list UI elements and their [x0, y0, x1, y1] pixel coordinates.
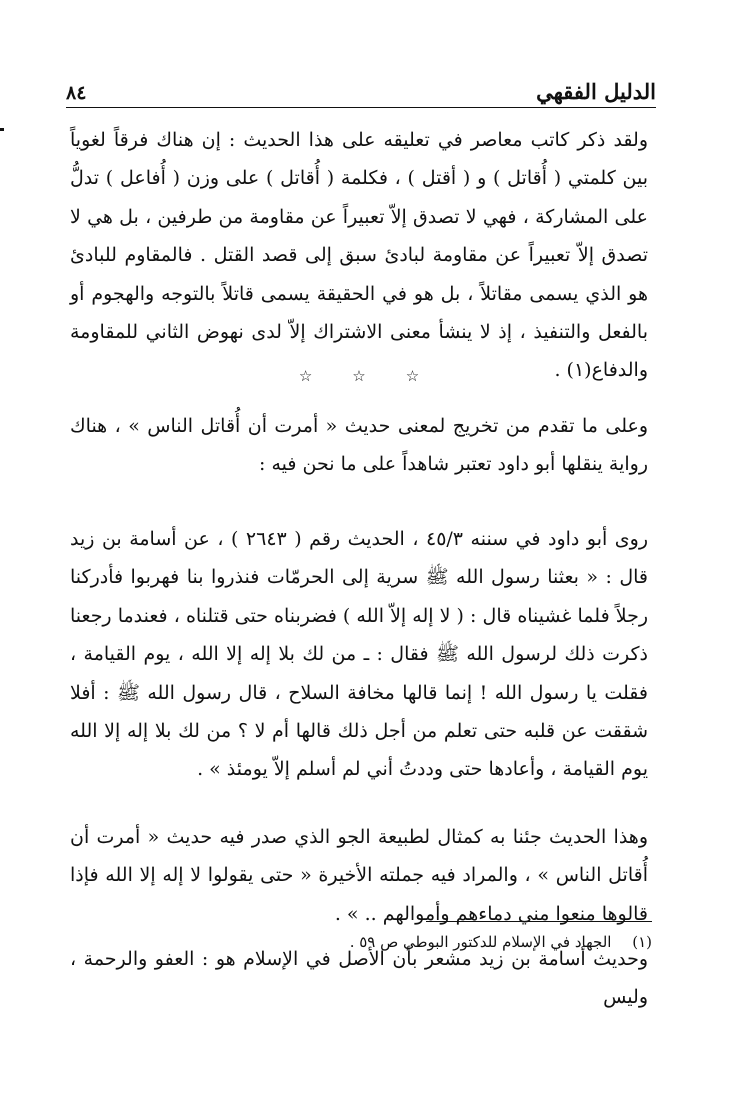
page-header: [66, 70, 656, 104]
footnote-rule: [426, 921, 652, 922]
star-icon: ☆: [352, 366, 366, 385]
footnote: [200, 930, 652, 954]
paragraph-conclusion: وحديث أسامة بن زيد مشعر بأن الأصل في الإسلام هو : العفو والرحمة ، وليس: [70, 948, 648, 1009]
page-number: ٨٤: [66, 82, 87, 104]
page-body: [70, 121, 649, 1009]
footnote-text: الجهاد في الإسلام للدكتور البوطي ص ٥٩ .: [349, 933, 612, 951]
paragraph-linguistic-note: ولقد ذكر كاتب معاصر في تعليقه على هذا الحديث : إن هناك فرقاً لغوياً بين كلمتي ( أُقاتل ) و ( أقتل ) ، فكلمة ( أُقاتل ) على وزن ( أُفاعل ) تدلُّ على المشاركة ، فهي لا تصدق إلاّ تعبيراً عن مقاومة من طرفين ، بل هي لا تصدق إلاّ تعبيراً عن مقاومة لبادئ سبق إلى قصد القتل . فالمقاوم للبادئ هو الذي يسمى مقاتلاً ، بل هو في الحقيقة يسمى قاتلاً بالتوجه والهجوم أو بالفعل والتنفيذ ، إذ لا ينشأ معنى الاشتراك إلاّ لدى نهوض الثاني للمقاومة والدفاع(١) .: [70, 129, 648, 382]
running-title: الدليل الفقهي: [536, 79, 656, 104]
paragraph-intro-narration: وعلى ما تقدم من تخريج لمعنى حديث « أمرت أن أُقاتل الناس » ، هناك رواية ينقلها أبو داود تعتبر شاهداً على ما نحن فيه :: [70, 415, 648, 476]
paragraph-context: وهذا الحديث جئنا به كمثال لطبيعة الجو الذي صدر فيه حديث « أمرت أن أُقاتل الناس » ، والمراد فيه جملته الأخيرة « حتى يقولوا لا إله إلا الله فإذا قالوها منعوا مني دماءهم وأموالهم .. » .: [70, 826, 648, 925]
header-rule: [66, 107, 656, 108]
star-icon: ☆: [298, 366, 313, 385]
scan-edge-mark: [0, 128, 4, 131]
star-icon: ☆: [405, 366, 420, 385]
footnote-marker: (١): [632, 933, 652, 951]
paragraph-hadith-narration: روى أبو داود في سننه ٤٥/٣ ، الحديث رقم ( ٢٦٤٣ ) ، عن أسامة بن زيد قال : « بعثنا رسول الله ﷺ سرية إلى الحرمّات فنذروا بنا فهربوا فأدركنا رجلاً فلما غشيناه قال : ( لا إله إلاّ الله ) فضربناه حتى قتلناه ، فعندما رجعنا ذكرت ذلك لرسول الله ﷺ فقال : ـ من لك بلا إله إلا الله ، يوم القيامة ، فقلت يا رسول الله ! إنما قالها مخافة السلاح ، قال رسول الله ﷺ : أفلا شققت عن قلبه حتى تعلم من أجل ذلك قالها أم لا ؟ من لك بلا إله إلا الله يوم القيامة ، وأعادها حتى وددتُ أني لم أسلم إلاّ يومئذ » .: [70, 528, 649, 781]
